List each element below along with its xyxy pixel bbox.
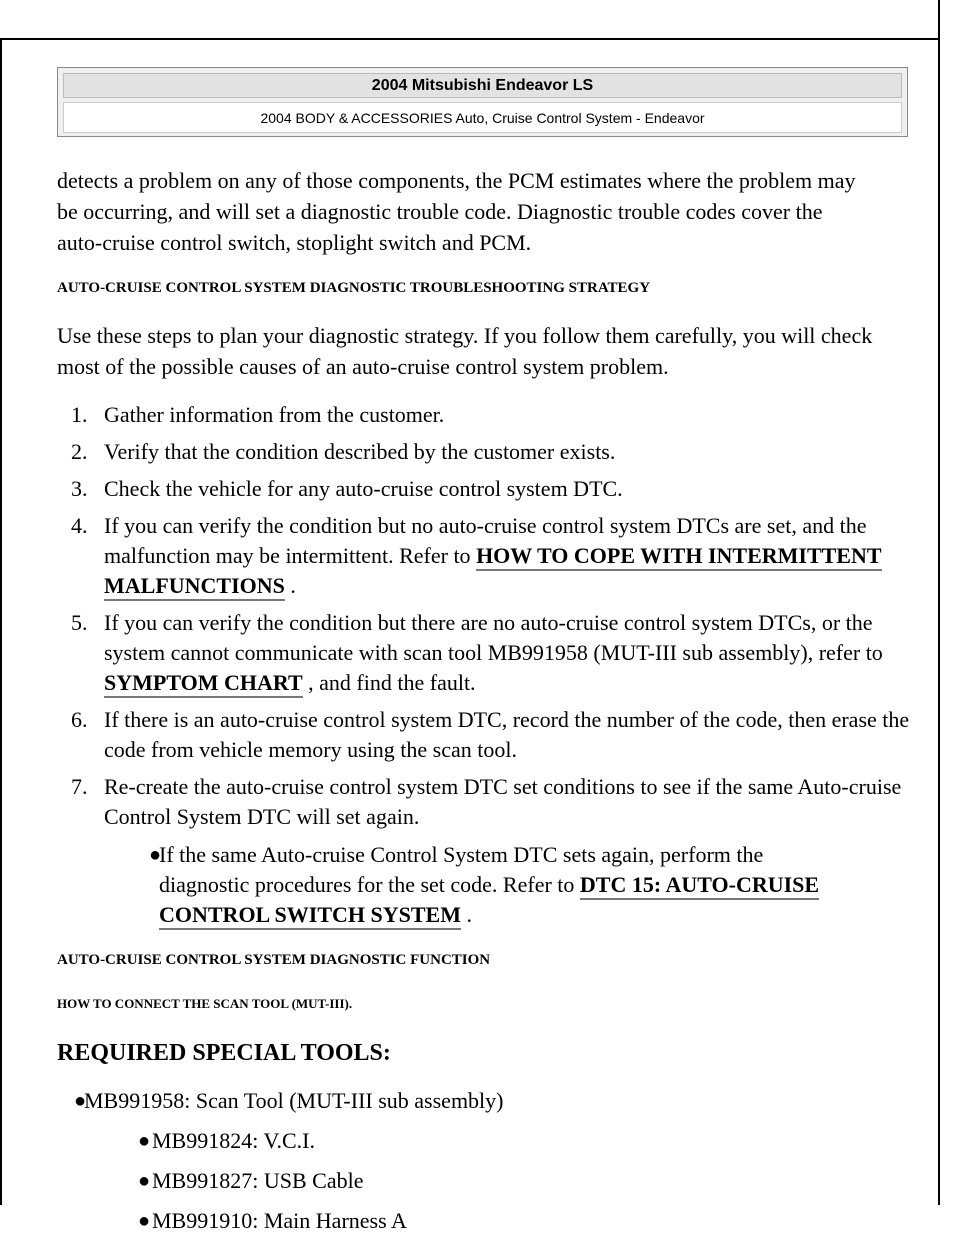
bullet-icon: ● — [74, 1090, 87, 1112]
tool-sub: MB991824: V.C.I. — [152, 1128, 316, 1153]
step-text: Gather information from the customer. — [104, 402, 445, 427]
bullet-icon: ● — [149, 844, 162, 866]
sub-bullet-list — [104, 840, 829, 930]
step-text: Re-create the auto-cruise control system DTC set conditions to see if the same Auto-cruise Control System DTC will set again. — [104, 774, 902, 829]
link-intermittent-malfunctions[interactable]: HOW TO COPE WITH INTERMITTENT MALFUNCTIONS — [104, 543, 882, 601]
page-frame-right — [938, 0, 940, 1205]
tool-main: MB991958: Scan Tool (MUT-III sub assembly) — [84, 1088, 504, 1113]
bullet-icon: ● — [138, 1130, 151, 1152]
connect-heading: HOW TO CONNECT THE SCAN TOOL (MUT-III). — [57, 996, 353, 1011]
link-dtc-15[interactable]: DTC 15: AUTO-CRUISE CONTROL SWITCH SYSTEM — [159, 872, 819, 930]
step-text: Check the vehicle for any auto-cruise control system DTC. — [104, 476, 623, 501]
bullet-text-tail: . — [460, 902, 472, 927]
list-item — [57, 1126, 917, 1156]
intro-paragraph: detects a problem on any of those components, the PCM estimates where the problem may be occurring, and will set a diagnostic trouble code. Diagnostic trouble codes cover the auto-cruise control switch, stoplight switch and PCM. — [57, 168, 856, 255]
strategy-intro: Use these steps to plan your diagnostic strategy. If you follow them carefully, you will check most of the possible causes of an auto-cruise control system problem. — [57, 323, 873, 379]
list-item — [149, 840, 829, 930]
strategy-heading: AUTO-CRUISE CONTROL SYSTEM DIAGNOSTIC TROUBLESHOOTING STRATEGY — [57, 280, 651, 296]
step-number: 5. — [71, 610, 88, 635]
link-symptom-chart[interactable]: SYMPTOM CHART — [104, 670, 303, 698]
step-item — [57, 474, 917, 504]
strategy-steps — [57, 400, 917, 930]
step-item — [57, 437, 917, 467]
step-text: If you can verify the condition but no auto-cruise control system DTCs are set, and the malfunction may be intermittent. Refer to — [104, 513, 867, 568]
header-subtitle: 2004 BODY & ACCESSORIES Auto, Cruise Control System - Endeavor — [63, 102, 902, 133]
bullet-text: If the same Auto-cruise Control System DTC sets again, perform the diagnostic procedures for the set code. Refer to — [159, 842, 764, 897]
page-frame-top — [0, 38, 940, 40]
tool-sub: MB991827: USB Cable — [152, 1168, 364, 1193]
step-text-tail: . — [284, 573, 296, 598]
step-number: 4. — [71, 513, 88, 538]
bullet-icon: ● — [138, 1170, 151, 1192]
step-item — [57, 400, 917, 430]
tools-list — [57, 1086, 917, 1236]
step-item — [57, 608, 917, 698]
step-item — [57, 772, 917, 930]
function-heading: AUTO-CRUISE CONTROL SYSTEM DIAGNOSTIC FUNCTION — [57, 952, 491, 968]
tool-sub: MB991910: Main Harness A — [152, 1208, 407, 1233]
header-title: 2004 Mitsubishi Endeavor LS — [63, 73, 902, 98]
step-text: If you can verify the condition but there are no auto-cruise control system DTCs, or the system cannot communicate with scan tool MB991958 (MUT-III sub assembly), refer to — [104, 610, 883, 665]
document-body — [57, 165, 917, 1236]
step-number: 2. — [71, 439, 88, 464]
step-number: 6. — [71, 707, 88, 732]
bullet-icon: ● — [138, 1210, 151, 1232]
step-item — [57, 705, 917, 765]
step-text: If there is an auto-cruise control system DTC, record the number of the code, then erase the code from vehicle memory using the scan tool. — [104, 707, 910, 762]
step-text-tail: , and find the fault. — [302, 670, 476, 695]
step-number: 3. — [71, 476, 88, 501]
document-header — [57, 67, 908, 137]
step-item — [57, 511, 917, 601]
list-item — [57, 1086, 917, 1116]
list-item — [57, 1206, 917, 1236]
step-number: 1. — [71, 402, 88, 427]
list-item — [57, 1166, 917, 1196]
page-frame-left — [0, 40, 2, 1205]
step-text: Verify that the condition described by the customer exists. — [104, 439, 616, 464]
tools-heading: REQUIRED SPECIAL TOOLS: — [57, 1040, 391, 1066]
step-number: 7. — [71, 774, 88, 799]
